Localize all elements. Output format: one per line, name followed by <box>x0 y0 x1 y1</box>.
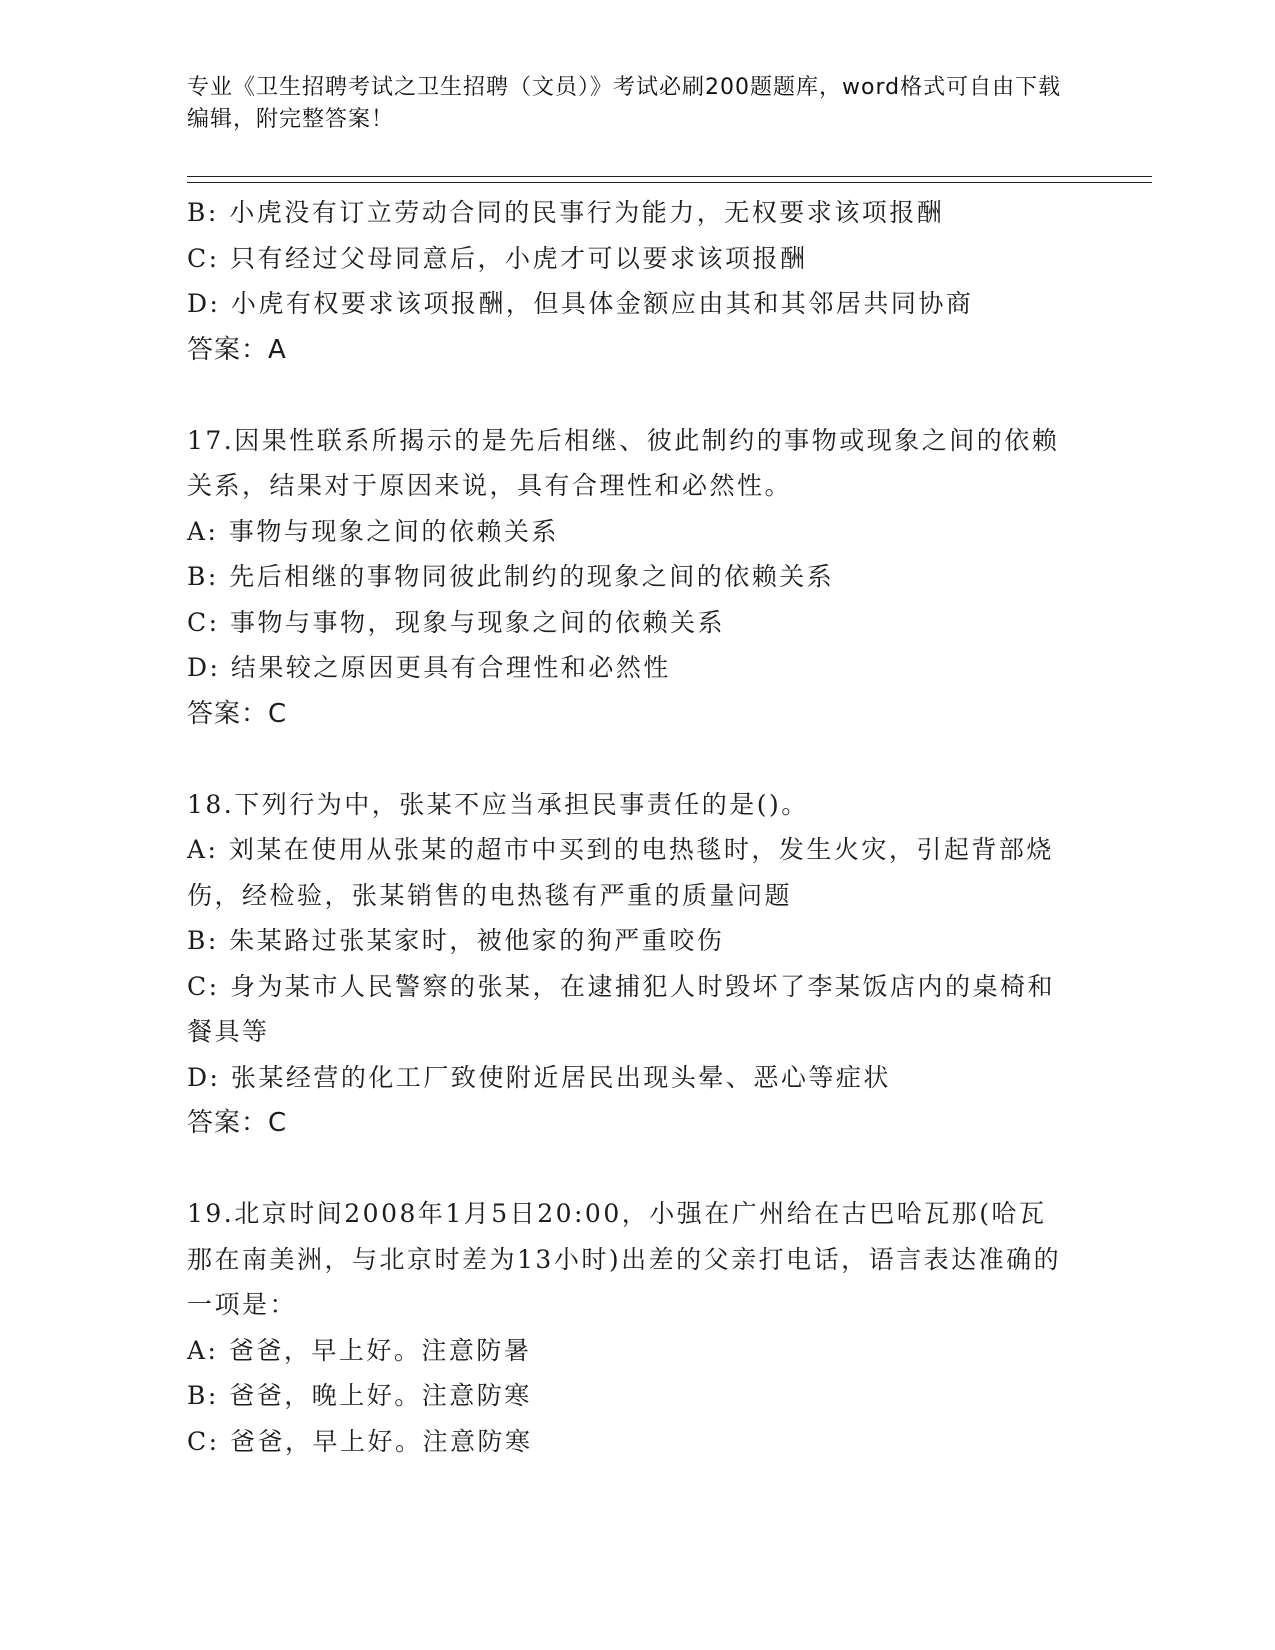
option-c: C: 身为某市人民警察的张某，在逮捕犯人时毁坏了李某饭店内的桌椅和餐具等 <box>187 971 1056 1046</box>
answer: 答案：C <box>187 1108 288 1138</box>
question-stem: 18.下列行为中，张某不应当承担民事责任的是()。 <box>187 789 809 819</box>
header-rule-bottom <box>187 182 1152 183</box>
document-body <box>187 190 1067 1464</box>
question-block-19 <box>187 1191 1067 1464</box>
option-b: B: 朱某路过张某家时，被他家的狗严重咬伤 <box>187 926 725 955</box>
question-stem: 19.北京时间2008年1月5日20:00，小强在广州给在古巴哈瓦那(哈瓦那在南美洲，与北京时差为13小时)出差的父亲打电话，语言表达准确的一项是： <box>187 1199 1062 1319</box>
answer: 答案：C <box>187 698 288 729</box>
question-block-17 <box>187 418 1067 737</box>
option-c: C: 爸爸，早上好。注意防寒 <box>187 1426 533 1456</box>
question-stem: 17.因果性联系所揭示的是先后相继、彼此制约的事物或现象之间的依赖关系，结果对于原因来说，具有合理性和必然性。 <box>187 425 1060 500</box>
answer: 答案：A <box>187 334 287 365</box>
option-b: B: 爸爸，晚上好。注意防寒 <box>187 1381 532 1410</box>
option-d: D: 结果较之原因更具有合理性和必然性 <box>187 653 671 682</box>
option-b: B: 先后相继的事物同彼此制约的现象之间的依赖关系 <box>187 562 835 591</box>
question-block-16 <box>187 190 1067 373</box>
option-a: A: 刘某在使用从张某的超市中买到的电热毯时，发生火灾，引起背部烧伤，经检验，张某销售的电热毯有严重的质量问题 <box>187 835 1054 910</box>
option-d: D: 小虎有权要求该项报酬，但具体金额应由其和其邻居共同协商 <box>187 289 974 318</box>
option-c: C: 只有经过父母同意后，小虎才可以要求该项报酬 <box>187 243 808 273</box>
document-header: 专业《卫生招聘考试之卫生招聘（文员）》考试必刷200题题库，word格式可自由下载编辑，附完整答案！ <box>187 75 1062 132</box>
option-b: B: 小虎没有订立劳动合同的民事行为能力，无权要求该项报酬 <box>187 198 945 227</box>
header-rule-top <box>187 176 1152 177</box>
question-block-18 <box>187 782 1067 1147</box>
option-a: A: 事物与现象之间的依赖关系 <box>187 516 559 546</box>
option-a: A: 爸爸，早上好。注意防暑 <box>187 1335 532 1365</box>
option-d: D: 张某经营的化工厂致使附近居民出现头晕、恶心等症状 <box>187 1062 891 1092</box>
option-c: C: 事物与事物，现象与现象之间的依赖关系 <box>187 607 725 637</box>
